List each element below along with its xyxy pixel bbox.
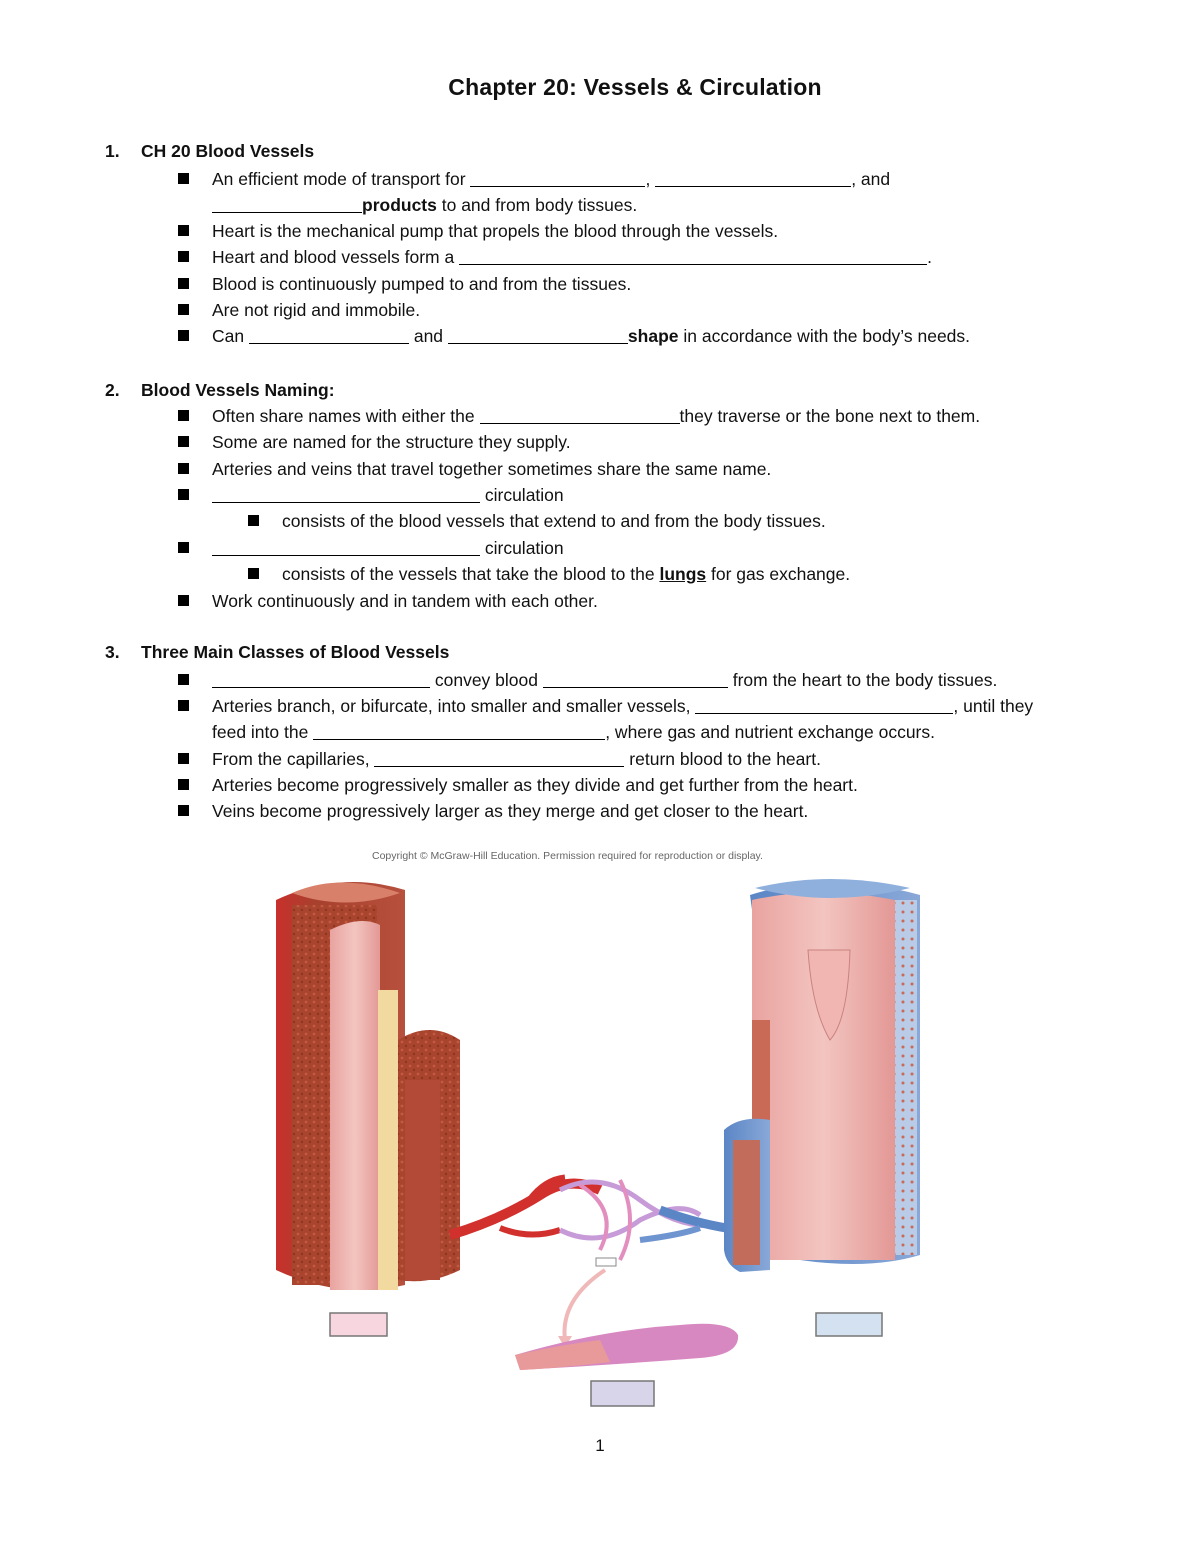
list-item: Heart is the mechanical pump that propels the blood through the vessels. (178, 220, 778, 242)
vein-label-box (816, 1313, 882, 1336)
section-number: 1. (105, 141, 120, 161)
figure-copyright: Copyright © McGraw-Hill Education. Permission required for reproduction or display. (372, 850, 763, 862)
capillary-bed-illustration (450, 1178, 740, 1348)
section-heading: Blood Vessels Naming: (141, 380, 335, 400)
list-item: Work continuously and in tandem with each other. (178, 590, 598, 612)
sub-list-item: consists of the vessels that take the blood to the lungs for gas exchange. (248, 563, 850, 585)
list-item: Veins become progressively larger as they merge and get closer to the heart. (178, 800, 808, 822)
section-heading: CH 20 Blood Vessels (141, 141, 315, 161)
list-item: convey blood from the heart to the body tissues. (178, 669, 997, 691)
list-item: Arteries branch, or bifurcate, into smaller and smaller vessels, , until they (178, 695, 1033, 717)
vein-illustration (724, 879, 920, 1272)
page-title: Chapter 20: Vessels & Circulation (448, 74, 822, 100)
list-item: Are not rigid and immobile. (178, 299, 420, 321)
list-item: Some are named for the structure they supply. (178, 431, 571, 453)
list-item: circulation (178, 537, 564, 559)
list-item-continuation: products to and from body tissues. (212, 194, 637, 216)
artery-illustration (276, 882, 460, 1290)
list-item: Can and shape in accordance with the body’s needs. (178, 325, 970, 347)
page-number: 1 (595, 1436, 605, 1455)
list-item: Arteries and veins that travel together sometimes share the same name. (178, 458, 771, 480)
capillary-closeup-illustration (515, 1324, 738, 1370)
section-heading: Three Main Classes of Blood Vessels (141, 642, 450, 662)
list-item: An efficient mode of transport for , , and (178, 168, 890, 190)
list-item: Often share names with either the they traverse or the bone next to them. (178, 405, 980, 427)
list-item: Blood is continuously pumped to and from the tissues. (178, 273, 631, 295)
sub-list-item: consists of the blood vessels that extend to and from the body tissues. (248, 510, 826, 532)
artery-label-box (330, 1313, 387, 1336)
capillary-label-box (591, 1381, 654, 1406)
list-item-continuation: feed into the , where gas and nutrient exchange occurs. (212, 722, 935, 742)
list-item: circulation (178, 484, 564, 506)
list-item: Arteries become progressively smaller as they divide and get further from the heart. (178, 774, 858, 796)
list-item: Heart and blood vessels form a . (178, 246, 932, 268)
section-number: 2. (105, 380, 120, 400)
list-item: From the capillaries, return blood to the heart. (178, 748, 821, 770)
section-number: 3. (105, 642, 120, 662)
